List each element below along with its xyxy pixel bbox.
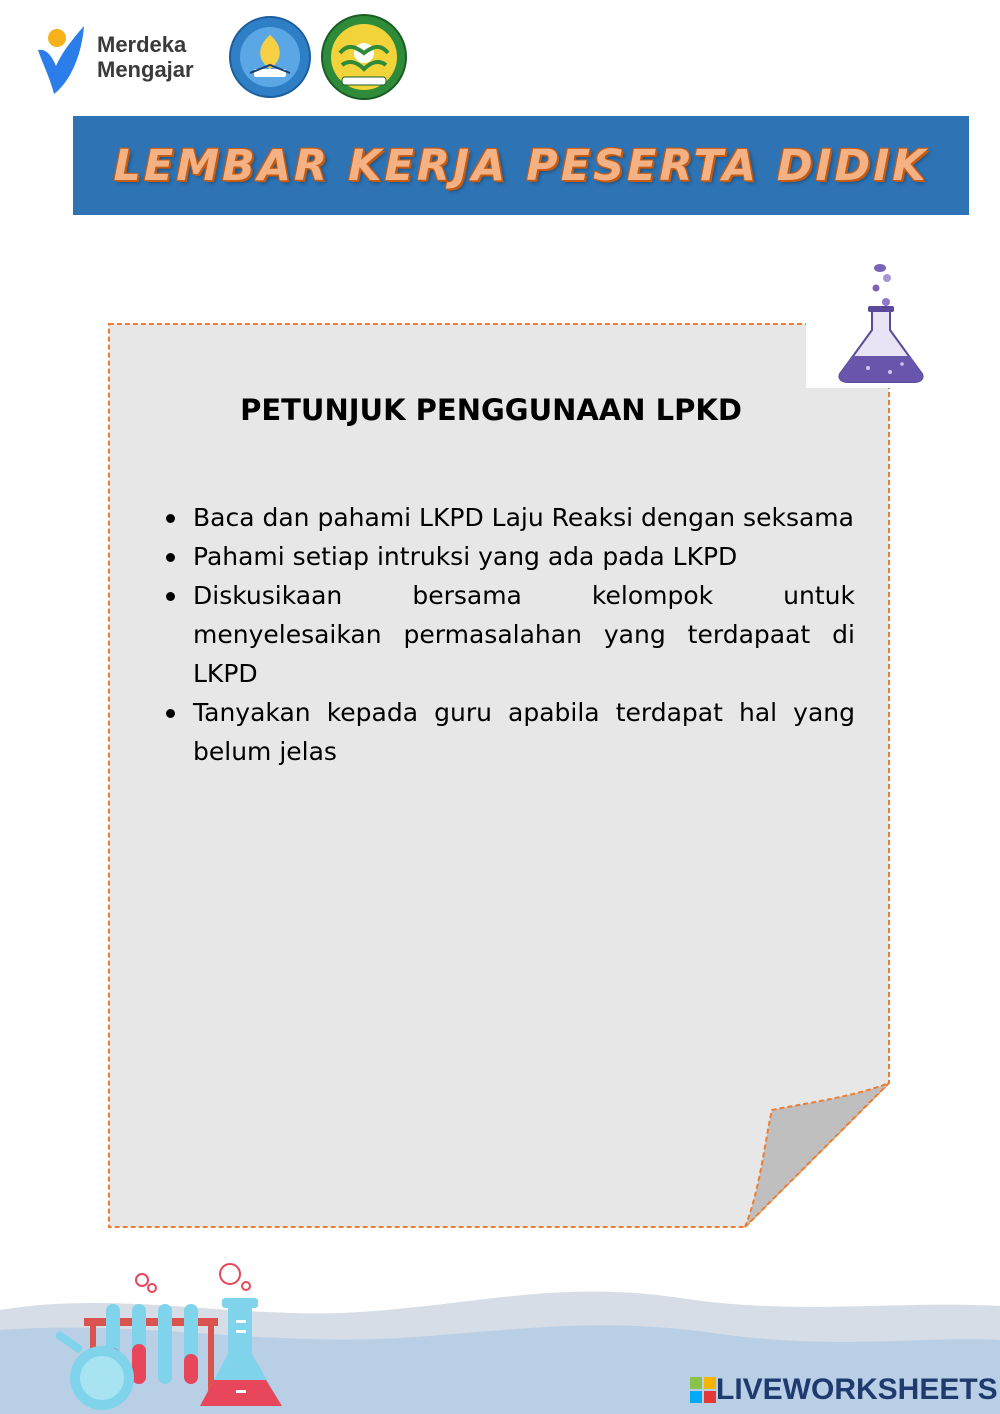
instruction-list bbox=[160, 498, 855, 771]
merdeka-line2: Mengajar bbox=[97, 57, 194, 82]
liveworksheets-logo bbox=[690, 1370, 998, 1410]
list-item: Diskusikaan bersama kelompok untuk menyelesaikan permasalahan yang terdapaat di LKPD bbox=[160, 576, 855, 693]
list-item: Tanyakan kepada guru apabila terdapat hal yang belum jelas bbox=[160, 693, 855, 771]
list-item: Baca dan pahami LKPD Laju Reaksi dengan seksama bbox=[160, 498, 855, 537]
liveworksheets-icon bbox=[690, 1377, 716, 1403]
merdeka-line1: Merdeka bbox=[97, 32, 187, 57]
flask-icon bbox=[806, 258, 956, 388]
lab-equipment-illustration bbox=[50, 1258, 290, 1414]
liveworksheets-wordmark: LIVEWORKSHEETS bbox=[716, 1373, 998, 1406]
card-heading: PETUNJUK PENGGUNAAN LPKD bbox=[240, 393, 742, 427]
worksheet-title: LEMBAR KERJA PESERTA DIDIK bbox=[113, 140, 929, 191]
list-item: Pahami setiap intruksi yang ada pada LKPD bbox=[160, 537, 855, 576]
